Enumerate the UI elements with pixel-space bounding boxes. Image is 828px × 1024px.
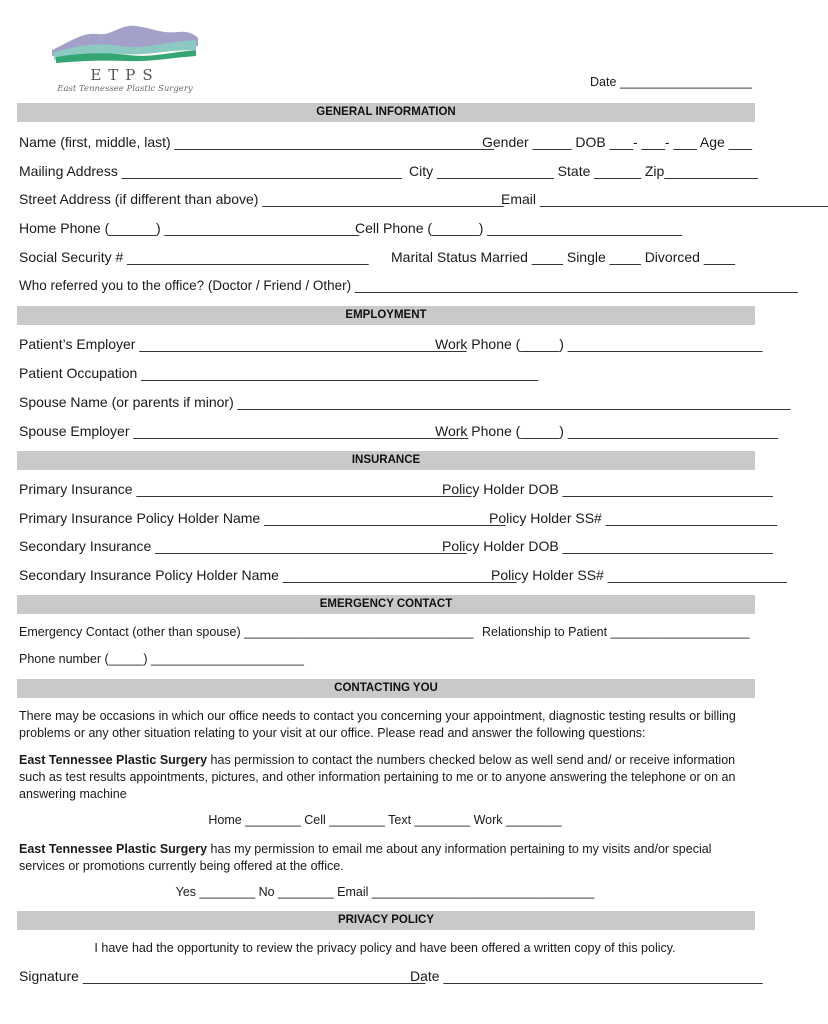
contact-permission-text xyxy=(19,752,755,803)
email-permission-text xyxy=(19,841,755,875)
cell-phone-field[interactable]: Cell Phone (______) _________________________ xyxy=(355,220,682,236)
primary-holder-dob-field[interactable]: Policy Holder DOB ___________________________ xyxy=(442,481,773,497)
practice-name-bold: East Tennessee Plastic Surgery xyxy=(19,842,208,856)
contact-intro-text: There may be occasions in which our office needs to contact you concerning your appointment, diagnostic testing results or billing problems or any other situation relating to your visit at our office. Please read and answer the following questions: xyxy=(19,709,736,740)
relationship-field[interactable]: Relationship to Patient ____________________ xyxy=(482,625,750,639)
section-header-privacy: PRIVACY POLICY xyxy=(17,911,755,930)
mountain-logo-icon xyxy=(50,20,200,66)
emergency-phone-field[interactable]: Phone number (_____) ______________________ xyxy=(19,652,304,666)
primary-insurance-field[interactable]: Primary Insurance ___________________________________________ xyxy=(19,481,472,497)
section-header-insurance: INSURANCE xyxy=(17,451,755,470)
spouse-name-field[interactable]: Spouse Name (or parents if minor) _______________________________________________________________________ xyxy=(19,394,791,410)
practice-logo xyxy=(50,20,200,98)
secondary-holder-dob-field[interactable]: Policy Holder DOB ___________________________ xyxy=(442,538,773,554)
section-header-contacting: CONTACTING YOU xyxy=(17,679,755,698)
primary-holder-name-field[interactable]: Primary Insurance Policy Holder Name _______________________________ xyxy=(19,510,506,526)
form-date-field[interactable]: Date ___________________ xyxy=(590,75,752,89)
contact-method-options[interactable]: Home ________ Cell ________ Text ________ Work ________ xyxy=(208,813,562,827)
signature-field[interactable]: Signature ____________________________________________ xyxy=(19,968,426,984)
section-header-general: GENERAL INFORMATION xyxy=(17,103,755,122)
email-field[interactable]: Email _____________________________________ xyxy=(501,191,828,207)
secondary-insurance-field[interactable]: Secondary Insurance ________________________________________ xyxy=(19,538,467,554)
street-address-field[interactable]: Street Address (if different than above) _______________________________ xyxy=(19,191,504,207)
section-header-emergency: EMERGENCY CONTACT xyxy=(17,595,755,614)
logo-wordmark: ETPS xyxy=(90,66,160,84)
emergency-contact-field[interactable]: Emergency Contact (other than spouse) _________________________________ xyxy=(19,625,474,639)
practice-name-bold: East Tennessee Plastic Surgery xyxy=(19,753,208,767)
home-phone-field[interactable]: Home Phone (______) _________________________ xyxy=(19,220,360,236)
signature-date-field[interactable]: Date _________________________________________ xyxy=(410,968,763,984)
ssn-field[interactable]: Social Security # _______________________________ xyxy=(19,249,369,265)
secondary-holder-ss-field[interactable]: Policy Holder SS# _______________________ xyxy=(491,567,787,583)
privacy-statement: I have had the opportunity to review the privacy policy and have been offered a written copy of this policy. xyxy=(94,941,676,955)
spouse-work-phone-field[interactable]: Work Phone (_____) ___________________________ xyxy=(435,423,779,439)
section-header-employment: EMPLOYMENT xyxy=(17,306,755,325)
patient-employer-field[interactable]: Patient’s Employer __________________________________________ xyxy=(19,336,467,352)
email-permission-body: has my permission to email me about any information pertaining to my visits and/or special services or promotions currently being offered at the office. xyxy=(19,842,712,873)
secondary-holder-name-field[interactable]: Secondary Insurance Policy Holder Name ______________________________ xyxy=(19,567,517,583)
primary-holder-ss-field[interactable]: Policy Holder SS# ______________________ xyxy=(489,510,778,526)
city-state-zip-field[interactable]: City _______________ State ______ Zip____________ xyxy=(409,163,758,179)
work-phone-field[interactable]: Work Phone (_____) _________________________ xyxy=(435,336,763,352)
referral-field[interactable]: Who referred you to the office? (Doctor / Friend / Other) ___________________________________________________________ xyxy=(19,278,798,293)
marital-status-field[interactable]: Marital Status Married ____ Single ____ Divorced ____ xyxy=(391,249,735,265)
logo-tagline: East Tennessee Plastic Surgery xyxy=(57,84,193,94)
gender-dob-age-field[interactable]: Gender _____ DOB ___- ___- ___ Age ___ xyxy=(482,134,753,150)
name-field[interactable]: Name (first, middle, last) _________________________________________ xyxy=(19,134,494,150)
mailing-address-field[interactable]: Mailing Address ____________________________________ xyxy=(19,163,403,179)
patient-occupation-field[interactable]: Patient Occupation ___________________________________________________ xyxy=(19,365,539,381)
spouse-employer-field[interactable]: Spouse Employer ___________________________________________ xyxy=(19,423,469,439)
email-consent-options[interactable]: Yes ________ No ________ Email ________________________________ xyxy=(175,885,595,899)
permission-body: has permission to contact the numbers checked below as well send and/ or receive information such as test results appointments, pictures, and other information pertaining to me or to anyone answering the telephone or on an answering machine xyxy=(19,753,736,801)
